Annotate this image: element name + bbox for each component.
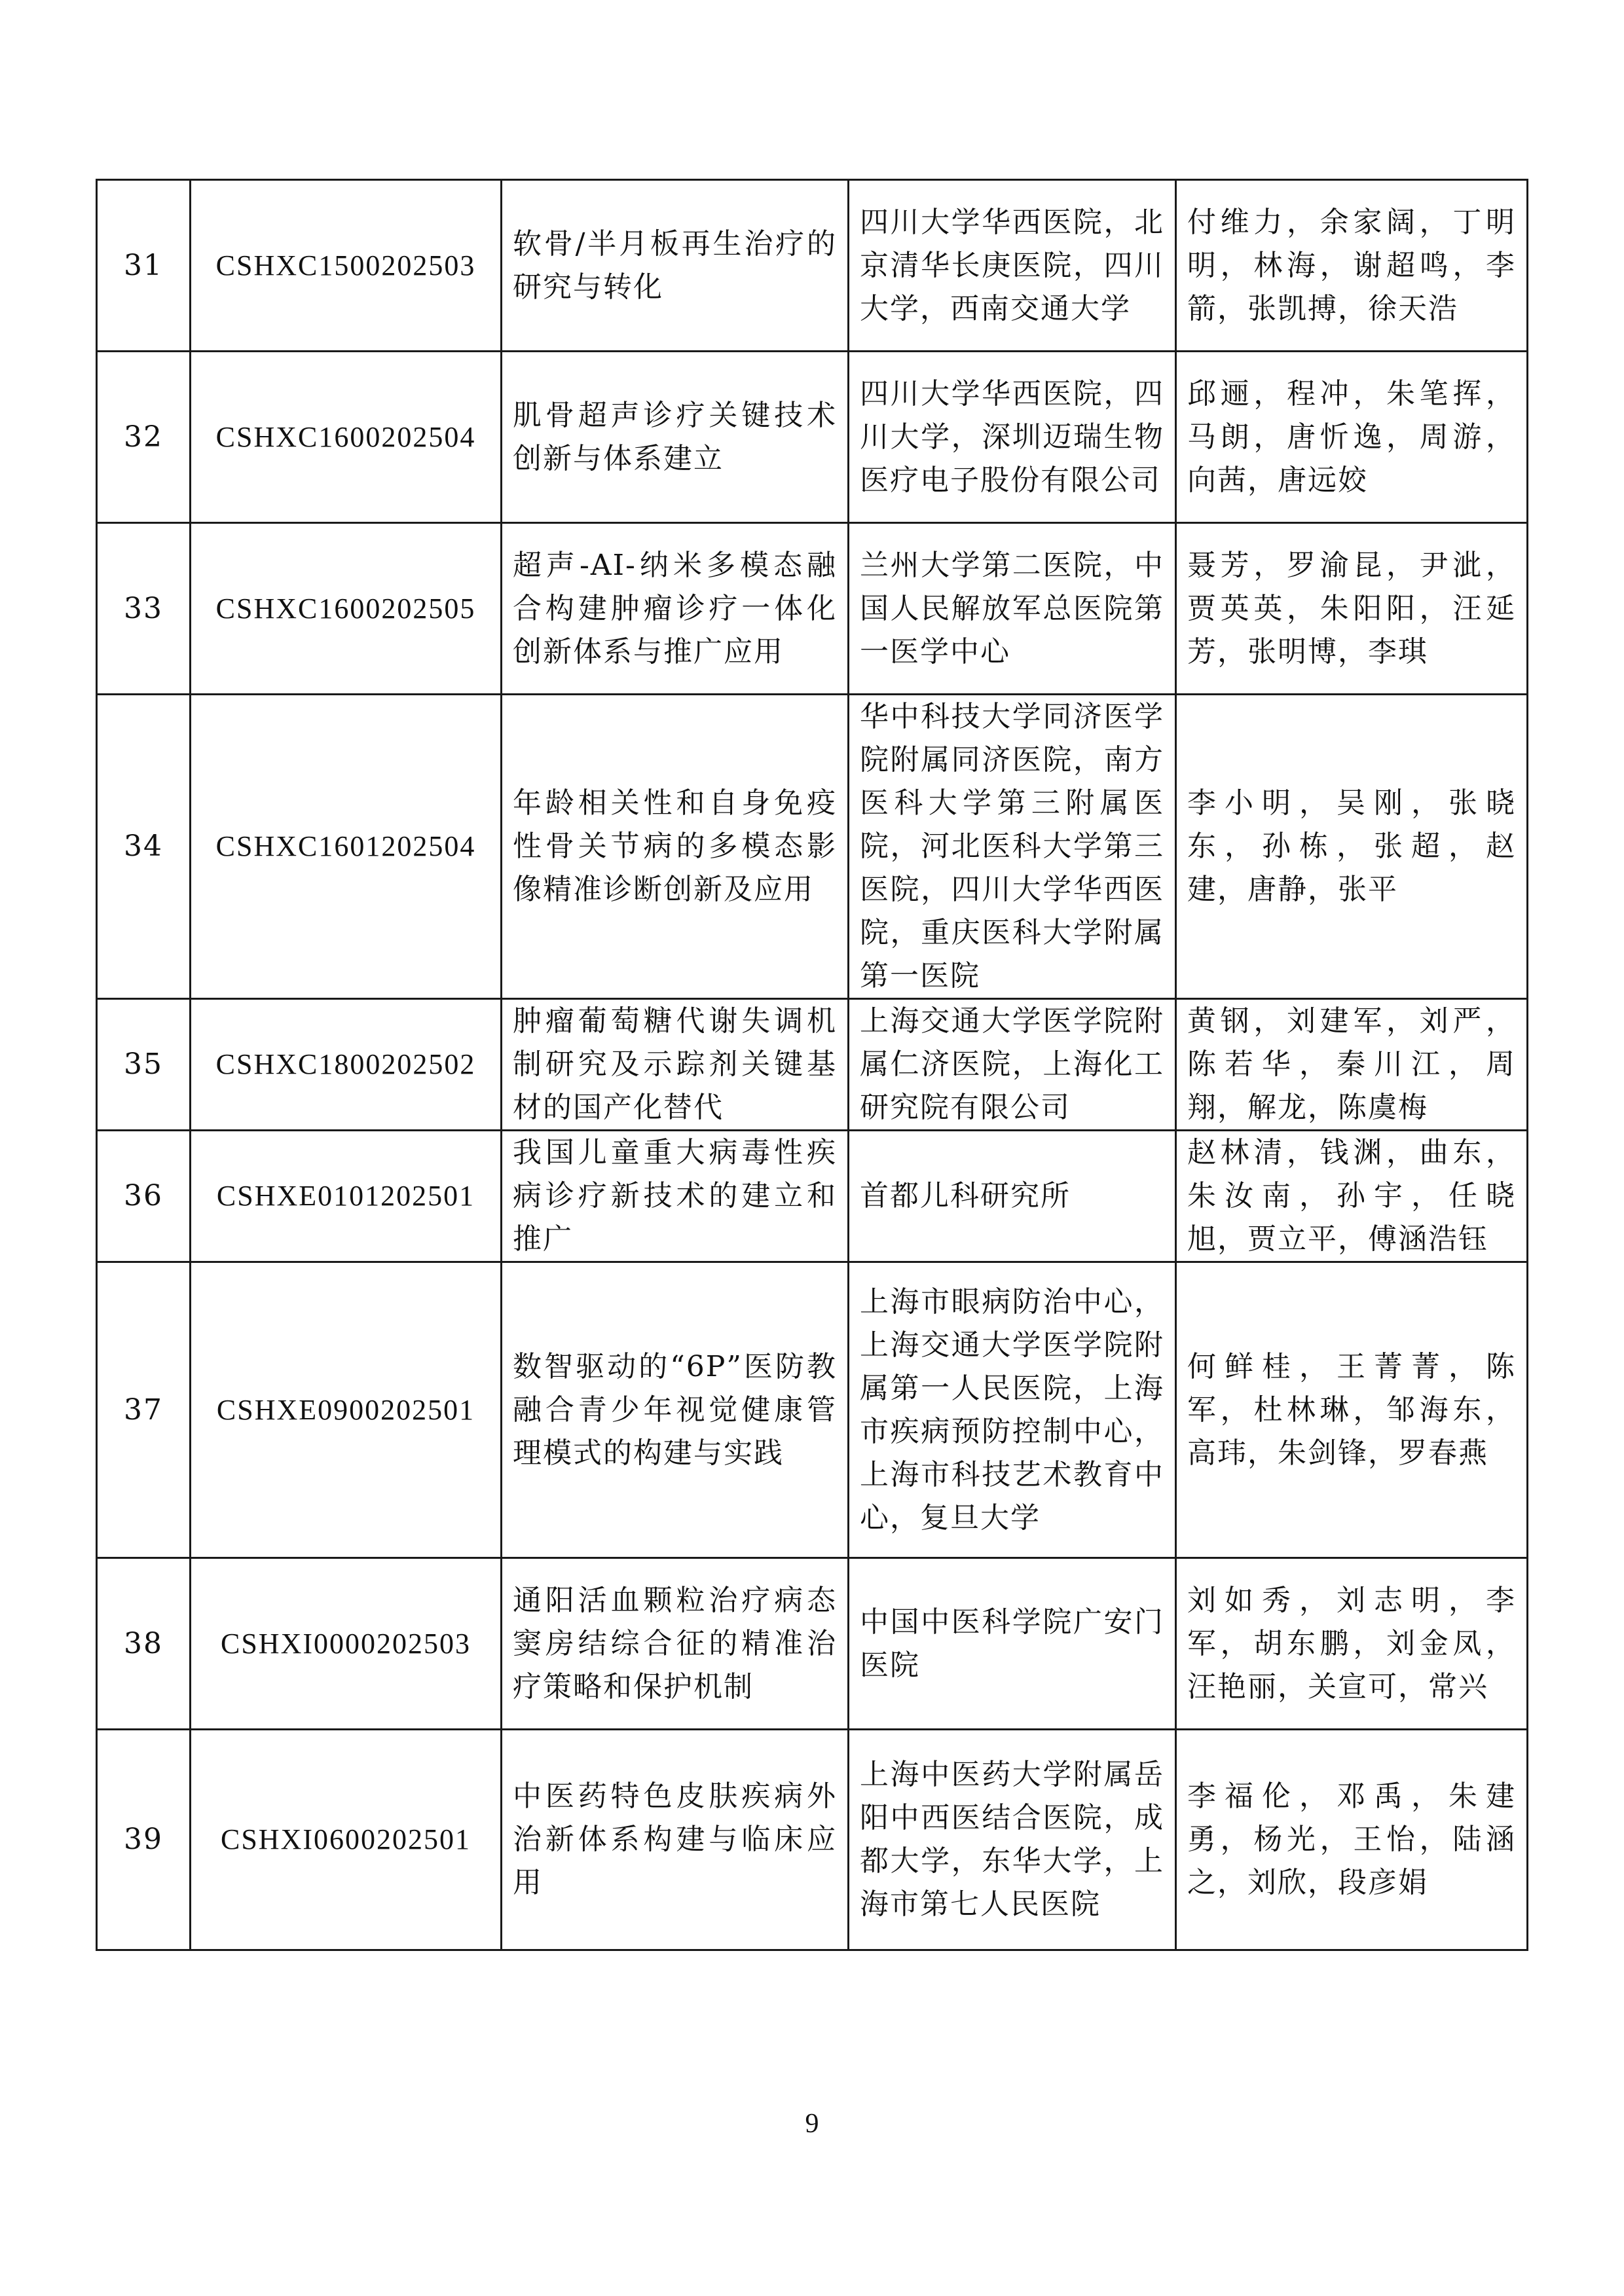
completing-units: 兰州大学第二医院，中国人民解放军总医院第一医学中心 (849, 523, 1176, 695)
project-title: 肿瘤葡萄糖代谢失调机制研究及示踪剂关键基材的国产化替代 (502, 999, 849, 1131)
project-code: CSHXI0600202501 (191, 1730, 502, 1950)
completing-people: 聂芳，罗渝昆，尹泚，贾英英，朱阳阳，汪延芳，张明博，李琪 (1176, 523, 1528, 695)
row-number: 39 (97, 1730, 191, 1950)
project-code: CSHXC1600202504 (191, 352, 502, 523)
table-row (97, 352, 1528, 523)
row-number: 33 (97, 523, 191, 695)
project-code: CSHXC1601202504 (191, 695, 502, 999)
project-title: 通阳活血颗粒治疗病态窦房结综合征的精准治疗策略和保护机制 (502, 1558, 849, 1730)
row-number: 36 (97, 1131, 191, 1262)
row-number: 34 (97, 695, 191, 999)
completing-people: 付维力，余家阔，丁明明，林海，谢超鸣，李箭，张凯搏，徐天浩 (1176, 180, 1528, 352)
project-code: CSHXC1500202503 (191, 180, 502, 352)
row-number: 35 (97, 999, 191, 1131)
completing-units: 上海市眼病防治中心，上海交通大学医学院附属第一人民医院，上海市疾病预防控制中心，上海市科技艺术教育中心，复旦大学 (849, 1262, 1176, 1558)
project-title: 数智驱动的“6P”医防教融合青少年视觉健康管理模式的构建与实践 (502, 1262, 849, 1558)
table-row (97, 999, 1528, 1131)
project-title: 中医药特色皮肤疾病外治新体系构建与临床应用 (502, 1730, 849, 1950)
project-code: CSHXE0900202501 (191, 1262, 502, 1558)
project-title: 软骨/半月板再生治疗的研究与转化 (502, 180, 849, 352)
table-row (97, 1262, 1528, 1558)
completing-units: 华中科技大学同济医学院附属同济医院，南方医科大学第三附属医院，河北医科大学第三医院，四川大学华西医院，重庆医科大学附属第一医院 (849, 695, 1176, 999)
completing-people: 邱逦，程冲，朱笔挥，马朗，唐忻逸，周游，向茜，唐远姣 (1176, 352, 1528, 523)
completing-people: 刘如秀，刘志明，李军，胡东鹏，刘金凤，汪艳丽，关宣可，常兴 (1176, 1558, 1528, 1730)
completing-units: 上海中医药大学附属岳阳中西医结合医院，成都大学，东华大学，上海市第七人民医院 (849, 1730, 1176, 1950)
row-number: 31 (97, 180, 191, 352)
table-row (97, 523, 1528, 695)
table-body (97, 180, 1528, 1950)
completing-units: 首都儿科研究所 (849, 1131, 1176, 1262)
completing-people: 赵林清，钱渊，曲东，朱汝南，孙宇，任晓旭，贾立平，傅涵浩钰 (1176, 1131, 1528, 1262)
table-row (97, 1131, 1528, 1262)
row-number: 37 (97, 1262, 191, 1558)
completing-units: 四川大学华西医院，北京清华长庚医院，四川大学，西南交通大学 (849, 180, 1176, 352)
table-row (97, 1730, 1528, 1950)
completing-units: 四川大学华西医院，四川大学，深圳迈瑞生物医疗电子股份有限公司 (849, 352, 1176, 523)
table-row (97, 180, 1528, 352)
completing-people: 黄钢，刘建军，刘严，陈若华，秦川江，周翔，解龙，陈虞梅 (1176, 999, 1528, 1131)
page-number: 9 (805, 2109, 819, 2139)
project-code: CSHXE0101202501 (191, 1131, 502, 1262)
project-code: CSHXI0000202503 (191, 1558, 502, 1730)
project-code: CSHXC1800202502 (191, 999, 502, 1131)
completing-units: 上海交通大学医学院附属仁济医院，上海化工研究院有限公司 (849, 999, 1176, 1131)
project-title: 年龄相关性和自身免疫性骨关节病的多模态影像精准诊断创新及应用 (502, 695, 849, 999)
awards-table (96, 179, 1528, 1951)
project-title: 我国儿童重大病毒性疾病诊疗新技术的建立和推广 (502, 1131, 849, 1262)
project-title: 肌骨超声诊疗关键技术创新与体系建立 (502, 352, 849, 523)
completing-people: 李小明，吴刚，张晓东，孙栋，张超，赵建，唐静，张平 (1176, 695, 1528, 999)
project-code: CSHXC1600202505 (191, 523, 502, 695)
project-title: 超声-AI-纳米多模态融合构建肿瘤诊疗一体化创新体系与推广应用 (502, 523, 849, 695)
row-number: 32 (97, 352, 191, 523)
table-row (97, 695, 1528, 999)
row-number: 38 (97, 1558, 191, 1730)
completing-people: 何鲜桂，王菁菁，陈军，杜林琳，邹海东，高玮，朱剑锋，罗春燕 (1176, 1262, 1528, 1558)
completing-people: 李福伦，邓禹，朱建勇，杨光，王怡，陆涵之，刘欣，段彦娟 (1176, 1730, 1528, 1950)
table-row (97, 1558, 1528, 1730)
completing-units: 中国中医科学院广安门医院 (849, 1558, 1176, 1730)
